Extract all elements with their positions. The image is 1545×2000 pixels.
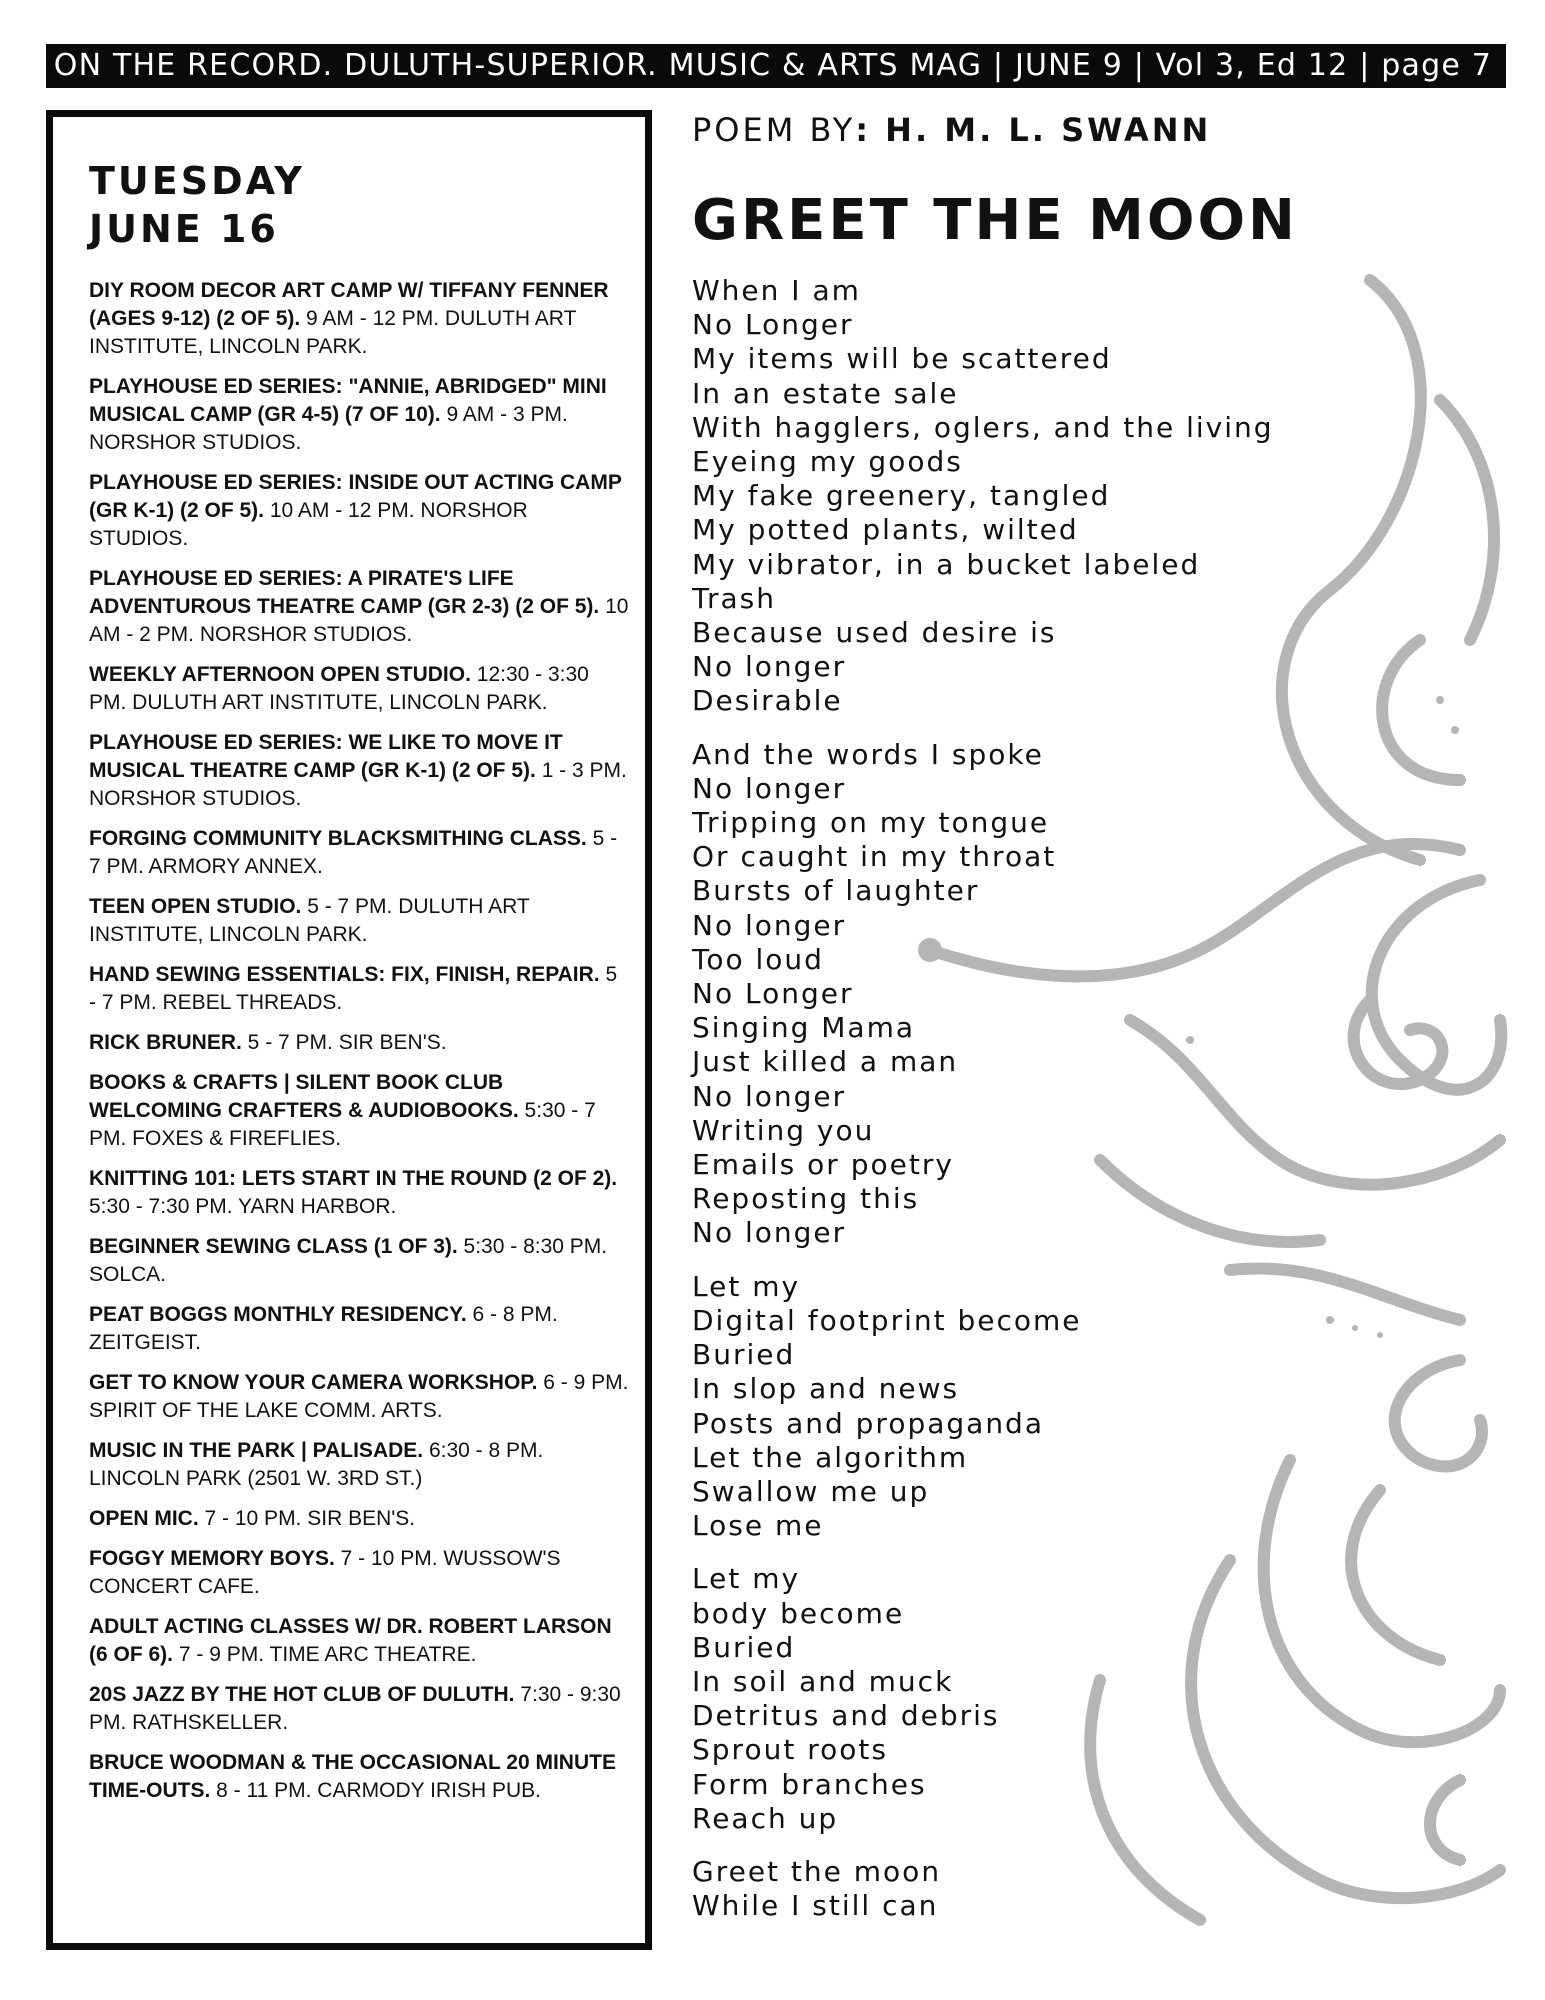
poem-line: In an estate sale (692, 376, 959, 410)
poem-line: Because used desire is (692, 616, 1057, 650)
poem-line: Buried (692, 1338, 796, 1372)
event-item (89, 277, 629, 361)
poem-line: Swallow me up (692, 1474, 930, 1508)
poem-line: Just killed a man (692, 1045, 959, 1079)
event-title: BRUCE WOODMAN & THE OCCASIONAL 20 MINUTE TIME-OUTS. (89, 1751, 616, 1802)
poem-body (692, 274, 1274, 1942)
event-details: 7:30 - 9:30 PM. RATHSKELLER. (89, 1683, 621, 1734)
event-title: GET TO KNOW YOUR CAMERA WORKSHOP. (89, 1371, 538, 1394)
event-title: RICK BRUNER. (89, 1031, 242, 1054)
poem-line: While I still can (692, 1889, 939, 1923)
event-details: 9 AM - 3 PM. NORSHOR STUDIOS. (89, 403, 568, 454)
byline-prefix: POEM BY (692, 111, 856, 149)
poem-line: No longer (692, 1079, 847, 1113)
event-details: 5:30 - 7:30 PM. YARN HARBOR. (89, 1195, 397, 1218)
event-title: PLAYHOUSE ED SERIES: WE LIKE TO MOVE IT MUSICAL THEATRE CAMP (GR K-1) (2 OF 5). (89, 731, 563, 782)
event-item (89, 1069, 629, 1153)
poem-line: No longer (692, 650, 847, 684)
event-item (89, 1165, 629, 1221)
event-item (89, 1505, 629, 1533)
poem-line: Bursts of laughter (692, 874, 980, 908)
poem-stanza (692, 274, 1274, 719)
event-details: 5:30 - 7 PM. FOXES & FIREFLIES. (89, 1099, 596, 1150)
poem-line: Eyeing my goods (692, 445, 963, 479)
poem-line: Singing Mama (692, 1011, 916, 1045)
poem-line: No Longer (692, 977, 854, 1011)
event-item (89, 469, 629, 553)
event-details: 5 - 7 PM. REBEL THREADS. (89, 963, 618, 1014)
event-item (89, 373, 629, 457)
poem-line: Let my (692, 1269, 801, 1303)
event-details: 8 - 11 PM. CARMODY IRISH PUB. (210, 1779, 541, 1802)
poem-line: Emails or poetry (692, 1148, 954, 1182)
event-item (89, 1029, 629, 1057)
event-item (89, 729, 629, 813)
poem-line: Trash (692, 581, 776, 615)
poem-byline (692, 110, 1211, 150)
event-details: 7 - 9 PM. TIME ARC THEATRE. (173, 1643, 477, 1666)
byline-author: : H. M. L. SWANN (855, 111, 1212, 149)
event-item (89, 1749, 629, 1805)
event-item (89, 961, 629, 1017)
poem-line: Form branches (692, 1767, 927, 1801)
poem-line: Posts and propaganda (692, 1406, 1044, 1440)
poem-line: No longer (692, 1216, 847, 1250)
poem-line: My vibrator, in a bucket labeled (692, 547, 1201, 581)
poem-line: Sprout roots (692, 1733, 888, 1767)
event-item (89, 1301, 629, 1357)
poem-line: In soil and muck (692, 1664, 954, 1698)
event-details: 12:30 - 3:30 PM. DULUTH ART INSTITUTE, LINCOLN PARK. (89, 663, 589, 714)
calendar-box (46, 110, 652, 1950)
event-item (89, 825, 629, 881)
event-item (89, 893, 629, 949)
poem-line: Let the algorithm (692, 1440, 969, 1474)
poem-line: Lose me (692, 1509, 824, 1543)
poem-line: Detritus and debris (692, 1699, 1000, 1733)
poem-line: And the words I spoke (692, 737, 1044, 771)
event-details: 9 AM - 12 PM. DULUTH ART INSTITUTE, LINCOLN PARK. (89, 307, 577, 358)
event-title: 20S JAZZ BY THE HOT CLUB OF DULUTH. (89, 1683, 515, 1706)
header-text: ON THE RECORD. DULUTH-SUPERIOR. MUSIC & ARTS MAG | JUNE 9 | Vol 3, Ed 12 | page 7 (53, 48, 1492, 83)
event-title: HAND SEWING ESSENTIALS: FIX, FINISH, REPAIR. (89, 963, 600, 986)
poem-line: With hagglers, oglers, and the living (692, 410, 1274, 444)
poem-line: No longer (692, 771, 847, 805)
event-list (89, 277, 629, 1817)
poem-stanza (692, 1270, 1274, 1544)
poem-line: In slop and news (692, 1372, 960, 1406)
poem-line: Greet the moon (692, 1854, 942, 1888)
event-item (89, 1545, 629, 1601)
poem-line: Desirable (692, 684, 843, 718)
poem-line: My potted plants, wilted (692, 513, 1079, 547)
day-heading (89, 157, 305, 253)
event-title: DIY ROOM DECOR ART CAMP W/ TIFFANY FENNER (AGES 9-12) (2 OF 5). (89, 279, 609, 330)
event-details: 6 - 9 PM. SPIRIT OF THE LAKE COMM. ARTS. (89, 1371, 629, 1422)
event-title: ADULT ACTING CLASSES W/ DR. ROBERT LARSON (6 OF 6). (89, 1615, 612, 1666)
poem-line: When I am (692, 274, 861, 307)
poem-line: Or caught in my throat (692, 840, 1057, 874)
event-item (89, 565, 629, 649)
event-item (89, 1613, 629, 1669)
poem-stanza (692, 738, 1274, 1251)
poem-line: Buried (692, 1630, 796, 1664)
day-date: JUNE 16 (89, 207, 279, 251)
event-title: FORGING COMMUNITY BLACKSMITHING CLASS. (89, 827, 587, 850)
event-title: MUSIC IN THE PARK | PALISADE. (89, 1439, 424, 1462)
event-item (89, 1369, 629, 1425)
poem-line: Let my (692, 1562, 801, 1596)
poem-line: Digital footprint become (692, 1303, 1082, 1337)
poem-line: Reposting this (692, 1182, 920, 1216)
event-title: PLAYHOUSE ED SERIES: A PIRATE'S LIFE ADVENTUROUS THEATRE CAMP (GR 2-3) (2 OF 5). (89, 567, 600, 618)
event-details: 5 - 7 PM. SIR BEN'S. (241, 1031, 447, 1054)
event-details: 5:30 - 8:30 PM. SOLCA. (89, 1235, 608, 1286)
poem-line: My fake greenery, tangled (692, 479, 1111, 513)
event-details: 10 AM - 2 PM. NORSHOR STUDIOS. (89, 595, 629, 646)
event-item (89, 1437, 629, 1493)
event-title: FOGGY MEMORY BOYS. (89, 1547, 335, 1570)
poem-line: My items will be scattered (692, 342, 1112, 376)
event-title: KNITTING 101: LETS START IN THE ROUND (2 OF 2). (89, 1167, 618, 1190)
poem-line: Too loud (692, 942, 824, 976)
poem-stanza (692, 1855, 1274, 1923)
poem-stanza (692, 1562, 1274, 1836)
event-details: 1 - 3 PM. NORSHOR STUDIOS. (89, 759, 627, 810)
event-title: PEAT BOGGS MONTHLY RESIDENCY. (89, 1303, 467, 1326)
poem-line: No longer (692, 908, 847, 942)
event-details: 7 - 10 PM. SIR BEN'S. (198, 1507, 416, 1530)
event-details: 5 - 7 PM. ARMORY ANNEX. (89, 827, 618, 878)
event-title: BOOKS & CRAFTS | SILENT BOOK CLUB WELCOMING CRAFTERS & AUDIOBOOKS. (89, 1071, 519, 1122)
event-title: TEEN OPEN STUDIO. (89, 895, 302, 918)
event-title: PLAYHOUSE ED SERIES: INSIDE OUT ACTING CAMP (GR K-1) (2 OF 5). (89, 471, 622, 522)
event-details: 7 - 10 PM. WUSSOW'S CONCERT CAFE. (89, 1547, 561, 1598)
poem-line: Reach up (692, 1801, 839, 1835)
event-details: 10 AM - 12 PM. NORSHOR STUDIOS. (89, 499, 528, 550)
day-name: TUESDAY (89, 159, 305, 203)
event-details: 5 - 7 PM. DULUTH ART INSTITUTE, LINCOLN PARK. (89, 895, 530, 946)
event-details: 6:30 - 8 PM. LINCOLN PARK (2501 W. 3RD ST.) (89, 1439, 544, 1490)
poem-title: GREET THE MOON (692, 188, 1298, 253)
event-title: BEGINNER SEWING CLASS (1 OF 3). (89, 1235, 458, 1258)
event-details: 6 - 8 PM. ZEITGEIST. (89, 1303, 558, 1354)
event-item (89, 1681, 629, 1737)
poem-line: Tripping on my tongue (692, 806, 1050, 840)
header-bar (46, 44, 1506, 88)
poem-line: No Longer (692, 308, 854, 342)
event-item (89, 1233, 629, 1289)
event-title: PLAYHOUSE ED SERIES: "ANNIE, ABRIDGED" MINI MUSICAL CAMP (GR 4-5) (7 OF 10). (89, 375, 607, 426)
poem-line: Writing you (692, 1113, 875, 1147)
event-item (89, 661, 629, 717)
event-title: OPEN MIC. (89, 1507, 199, 1530)
event-title: WEEKLY AFTERNOON OPEN STUDIO. (89, 663, 471, 686)
poem-line: body become (692, 1596, 905, 1630)
